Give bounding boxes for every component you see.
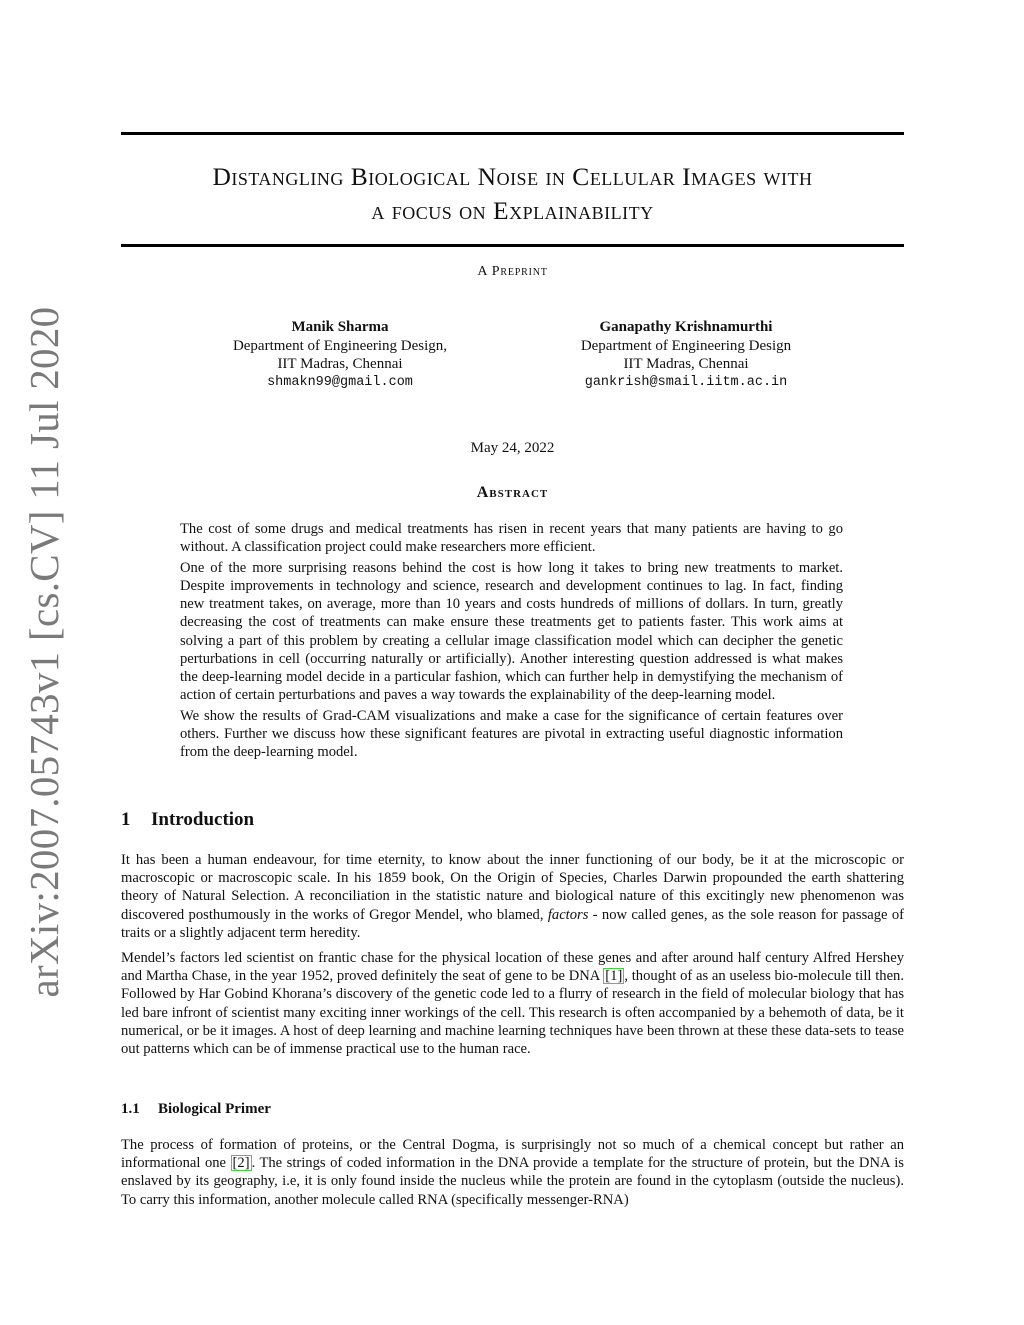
section-title: Introduction	[151, 809, 255, 830]
author-block-2	[536, 318, 836, 392]
paper-title-line-2: a focus on Explainability	[371, 196, 654, 225]
section-number: 1	[121, 809, 131, 830]
preprint-label: A Preprint	[477, 264, 548, 279]
abstract-paragraph: One of the more surprising reasons behind the cost is how long it takes to bring new treatments to market. Despite improvements in technology and science, research and development continues to lag. In fact, finding new treatment takes, on average, more than 10 years and costs hundreds of millions of dollars. In turn, greatly decreasing the cost of treatments can make ensure these treatments get to patients faster. This work aims at solving a part of this problem by creating a cellular image classification model which can decipher the genetic perturbations in cell (occurring naturally or artificially). Another interesting question addressed is what makes the deep-learning model decide in a particular fashion, which can further help in demystifying the mechanism of action of certain perturbations and paves a way towards the explainability of the deep-learning model.	[180, 560, 843, 703]
subsection-title: Biological Primer	[158, 1101, 271, 1117]
author-institution: IIT Madras, Chennai	[277, 356, 403, 372]
biological-primer-body	[121, 1136, 904, 1216]
body-paragraph	[121, 851, 904, 942]
arxiv-identifier-stamp: arXiv:2007.05743v1 [cs.CV] 11 Jul 2020	[21, 306, 67, 998]
emphasis-text: factors	[547, 906, 589, 923]
citation-link[interactable]: [2]	[232, 1155, 250, 1172]
body-paragraph	[121, 949, 904, 1058]
author-email[interactable]: gankrish@smail.iitm.ac.in	[584, 374, 788, 390]
section-heading-introduction	[121, 809, 254, 831]
author-email[interactable]: shmakn99@gmail.com	[267, 374, 413, 390]
text-run: - now called genes, as the sole reason for passage of traits or a slightly adjacent term heredity.	[121, 906, 904, 941]
title-bottom-rule	[121, 244, 904, 247]
subsection-heading-biological-primer	[121, 1101, 271, 1118]
body-paragraph	[121, 1136, 904, 1209]
author-institution: IIT Madras, Chennai	[623, 356, 749, 372]
author-name: Manik Sharma	[291, 319, 389, 335]
author-block-1	[190, 318, 490, 392]
paper-title	[121, 160, 904, 228]
citation-link[interactable]: [1]	[605, 968, 623, 985]
abstract-body	[180, 520, 843, 764]
abstract-paragraph: We show the results of Grad-CAM visualizations and make a case for the significance of certain features over others. Further we discuss how these significant features are pivotal in extracting useful diagnostic information from the deep-learning model.	[180, 707, 843, 761]
text-run: Mendel’s factors led scientist on frantic chase for the physical location of these genes and after around half century Alfred Hershey and Martha Chase, in the year 1952, proved definitely the seat of gene to be DNA	[121, 950, 904, 985]
introduction-body	[121, 851, 904, 1065]
text-run: , thought of as an useless bio-molecule till then. Followed by Har Gobind Khorana’s discovery of the genetic code led to a flurry of research in the field of molecular biology that has led bare infront of scientist many exciting inner workings of the cell. This research is often accompanied by a behemoth of data, be it numerical, or be it images. A host of deep learning and machine learning techniques have been thrown at these these data-sets to tease out patterns which can be of immense practical use to the human race.	[121, 968, 905, 1058]
author-department: Department of Engineering Design,	[232, 337, 448, 354]
text-run: The process of formation of proteins, or the Central Dogma, is surprisingly not so much of a chemical concept but rather an informational one	[121, 1137, 904, 1172]
paper-title-line-1: Distangling Biological Noise in Cellular Images with	[212, 162, 813, 191]
abstract-paragraph: The cost of some drugs and medical treatments has risen in recent years that many patients are having to go without. A classification project could make researchers more efficient.	[180, 521, 843, 556]
publication-date: May 24, 2022	[470, 440, 555, 456]
title-top-rule	[121, 132, 904, 135]
text-run: It has been a human endeavour, for time eternity, to know about the inner functioning of our body, be it at the microscopic or macroscopic or macroscopic scale. In his 1859 book, On the Origin of Species, Charles Darwin propounded the earth shattering theory of Natural Selection. A reconciliation in the statistic nature and biological nature of this excitingly new phenomenon was discovered posthumously in the works of Gregor Mendel, who blamed,	[121, 852, 904, 923]
text-run: . The strings of coded information in the DNA provide a template for the structure of protein, but the DNA is enslaved by its geography, i.e, it is only found inside the nucleus while the protein are found in the cytoplasm (outside the nucleus). To carry this information, another molecule called RNA (specifically messenger-RNA)	[121, 1155, 904, 1208]
author-department: Department of Engineering Design	[580, 337, 792, 354]
abstract-heading: Abstract	[476, 484, 549, 501]
author-name: Ganapathy Krishnamurthi	[599, 319, 773, 335]
subsection-number: 1.1	[121, 1101, 140, 1117]
